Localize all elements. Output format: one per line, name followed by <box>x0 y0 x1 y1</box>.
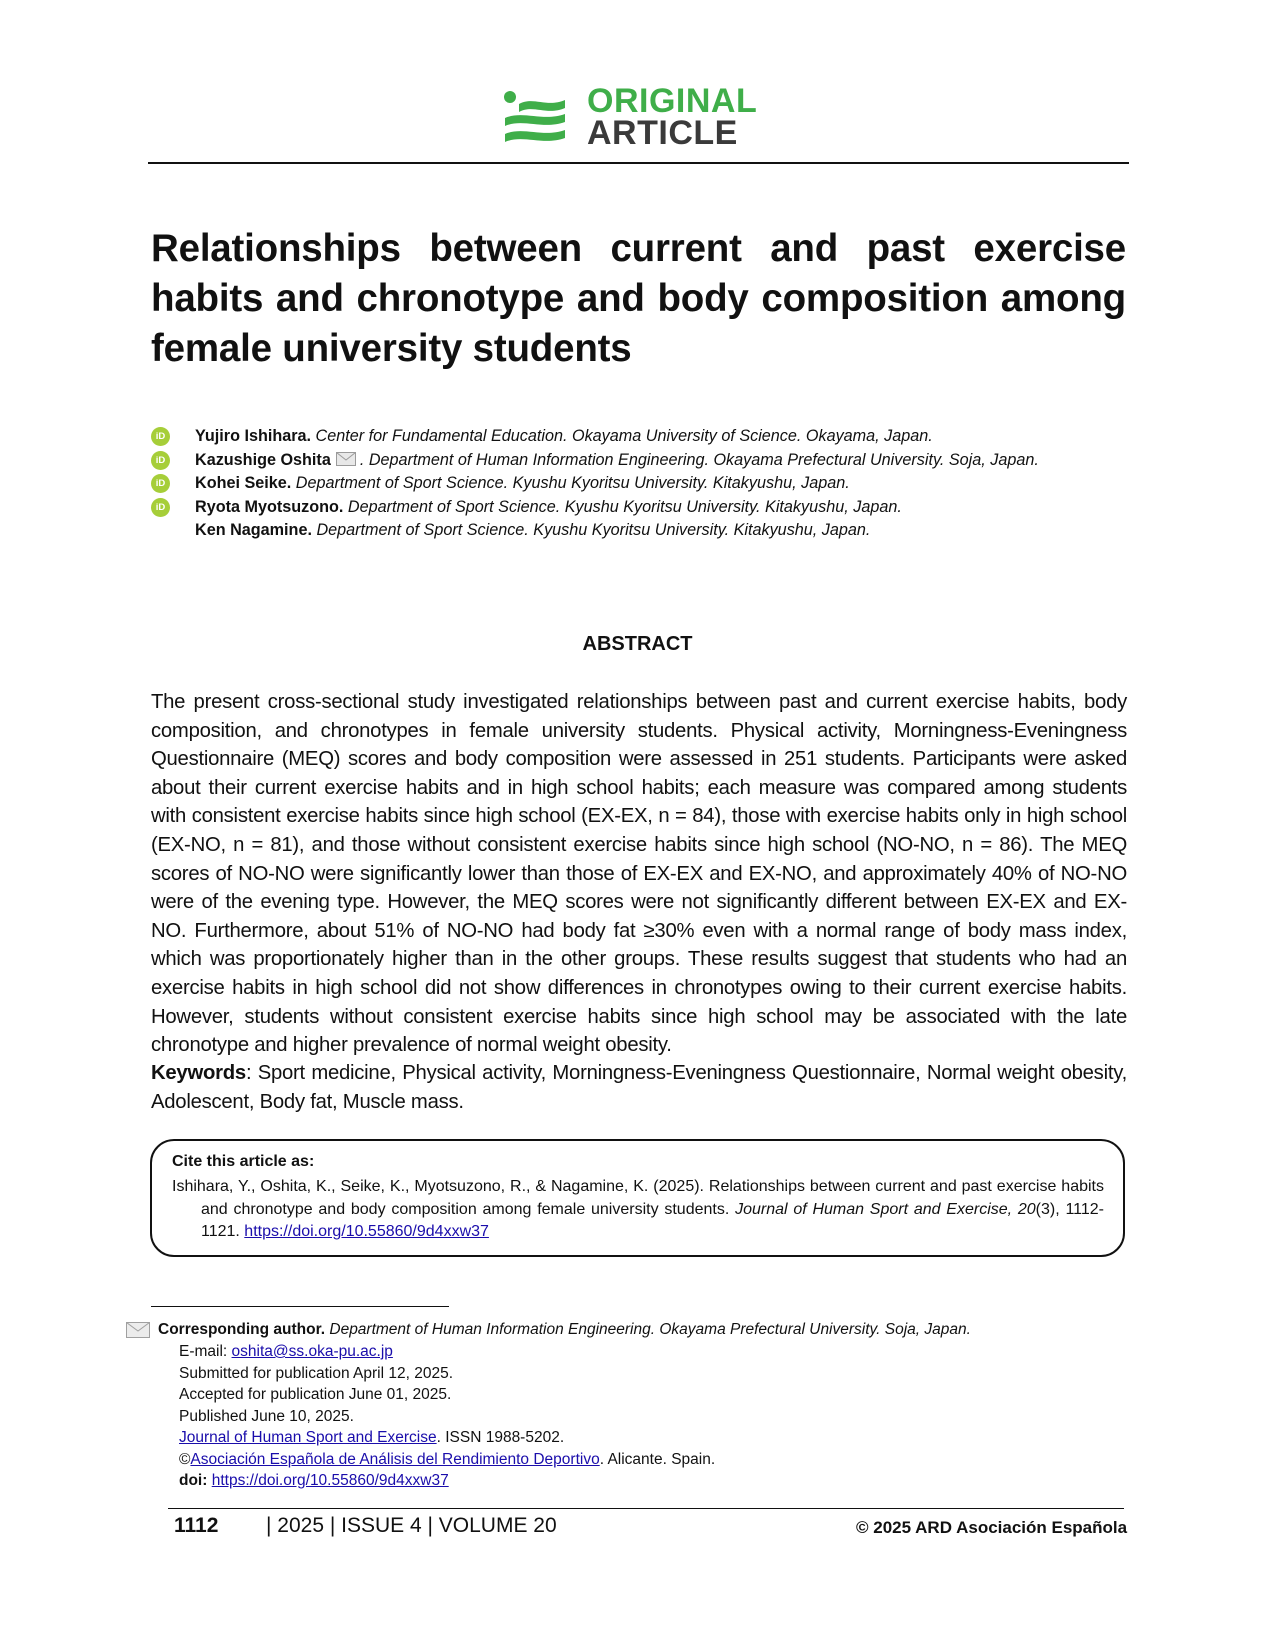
author-entry <box>151 496 1131 520</box>
association-place: . Alicante. Spain. <box>599 1451 716 1468</box>
doi-label: doi: <box>179 1472 208 1489</box>
author-affiliation: . Department of Human Information Engineering. Okayama Prefectural University. Soja, Japan. <box>359 450 1039 469</box>
keywords <box>151 1059 1127 1116</box>
email-link[interactable]: oshita@ss.oka-pu.ac.jp <box>231 1343 393 1360</box>
footnote-divider <box>151 1306 449 1307</box>
keywords-label: Keywords <box>151 1062 246 1084</box>
envelope-icon <box>126 1322 150 1338</box>
citation-issue-pages: (3), 1112-1121. <box>201 1200 1104 1240</box>
abstract-body: The present cross-sectional study investigated relationships between past and current exercise habits, body composition, and chronotypes in female university students. Physical activity, Morningness-Eveningness Questionnaire (MEQ) scores and body composition were assessed in 251 students. Participants were asked about their current exercise habits and in high school habits; each measure was compared among students with consistent exercise habits since high school (EX-EX, n = 84), those with exercise habits only in high school (EX-NO, n = 81), and those without consistent exercise habits since high school (NO-NO, n = 86). The MEQ scores of NO-NO were significantly lower than those of EX-EX and EX-NO, and approximately 40% of NO-NO were of the evening type. However, the MEQ scores were not significantly different between EX-EX and EX-NO. Furthermore, about 51% of NO-NO had body fat ≥30% even with a normal range of body mass index, which was proportionately higher than in the other groups. These results suggest that students who had an exercise habits in high school did not show differences in chronotypes owing to their current exercise habits. However, students without consistent exercise habits since high school may be associated with the late chronotype and higher prevalence of normal weight obesity. <box>151 691 1127 1057</box>
orcid-icon[interactable]: iD <box>151 451 170 470</box>
citation-box <box>150 1139 1125 1257</box>
logo-stripes-icon <box>503 90 567 148</box>
submitted-date: Submitted for publication April 12, 2025. <box>179 1365 454 1382</box>
journal-line <box>179 1429 564 1447</box>
citation-text <box>172 1176 1104 1244</box>
envelope-icon <box>336 452 356 466</box>
author-affiliation: Center for Fundamental Education. Okayama University of Science. Okayama, Japan. <box>315 427 933 445</box>
author-affiliation: Department of Sport Science. Kyushu Kyoritsu University. Kitakyushu, Japan. <box>295 474 850 492</box>
logo-text-article: ARTICLE <box>587 114 738 152</box>
author-entry <box>151 472 1131 496</box>
author-name: Ken Nagamine. <box>195 521 312 539</box>
article-title: Relationships between current and past exercise habits and chronotype and body composition among female university students <box>151 227 1126 370</box>
author-entry <box>151 425 1131 449</box>
association-link[interactable]: Asociación Española de Análisis del Rendimiento Deportivo <box>190 1451 600 1468</box>
issn: . ISSN 1988-5202. <box>436 1429 565 1446</box>
author-affiliation: Department of Sport Science. Kyushu Kyoritsu University. Kitakyushu, Japan. <box>347 497 902 516</box>
header-divider <box>148 162 1129 164</box>
corresponding-author-label: Corresponding author. <box>158 1321 326 1338</box>
email-label: E-mail: <box>179 1343 232 1360</box>
logo-text-original: ORIGINAL <box>587 82 758 120</box>
footer-divider <box>168 1508 1124 1509</box>
author-entry <box>151 449 1131 473</box>
citation-heading: Cite this article as: <box>172 1153 315 1170</box>
author-name: Kazushige Oshita <box>195 450 331 469</box>
orcid-icon[interactable]: iD <box>151 427 170 446</box>
author-entry <box>151 519 1131 543</box>
author-list <box>151 425 1131 543</box>
copyright-symbol: © <box>179 1451 191 1468</box>
author-name: Kohei Seike. <box>195 474 292 492</box>
issue-info: | 2025 | ISSUE 4 | VOLUME 20 <box>266 1514 557 1537</box>
citation-authors-title: Ishihara, Y., Oshita, K., Seike, K., Myotsuzono, R., & Nagamine, K. (2025). Relationships between current and past exercise habits and chronotype and body composition among female university students. <box>172 1178 1104 1218</box>
corresponding-author-line <box>126 1321 971 1339</box>
citation-journal: Journal of Human Sport and Exercise, 20 <box>735 1200 1036 1218</box>
footer-copyright: © 2025 ARD Asociación Española <box>856 1518 1128 1537</box>
orcid-icon[interactable]: iD <box>151 474 170 493</box>
abstract-heading: ABSTRACT <box>582 633 693 655</box>
doi-link[interactable]: https://doi.org/10.55860/9d4xxw37 <box>211 1472 449 1489</box>
page-number: 1112 <box>174 1514 219 1537</box>
corresponding-author-affiliation: Department of Human Information Engineering. Okayama Prefectural University. Soja, Japan. <box>329 1321 971 1338</box>
accepted-date: Accepted for publication June 01, 2025. <box>179 1386 452 1403</box>
original-article-logo <box>503 84 793 150</box>
published-date: Published June 10, 2025. <box>179 1408 354 1425</box>
author-name: Ryota Myotsuzono. <box>195 497 344 516</box>
citation-doi-link[interactable]: https://doi.org/10.55860/9d4xxw37 <box>244 1223 489 1240</box>
author-affiliation: Department of Sport Science. Kyushu Kyoritsu University. Kitakyushu, Japan. <box>316 521 871 539</box>
journal-link[interactable]: Journal of Human Sport and Exercise <box>179 1429 437 1446</box>
email-line <box>179 1343 393 1361</box>
orcid-icon[interactable]: iD <box>151 498 170 517</box>
doi-line <box>179 1472 449 1490</box>
author-name: Yujiro Ishihara. <box>195 427 312 445</box>
association-line <box>179 1451 715 1469</box>
keywords-list: : Sport medicine, Physical activity, Morningness-Eveningness Questionnaire, Normal weight obesity, Adolescent, Body fat, Muscle mass. <box>151 1062 1127 1113</box>
